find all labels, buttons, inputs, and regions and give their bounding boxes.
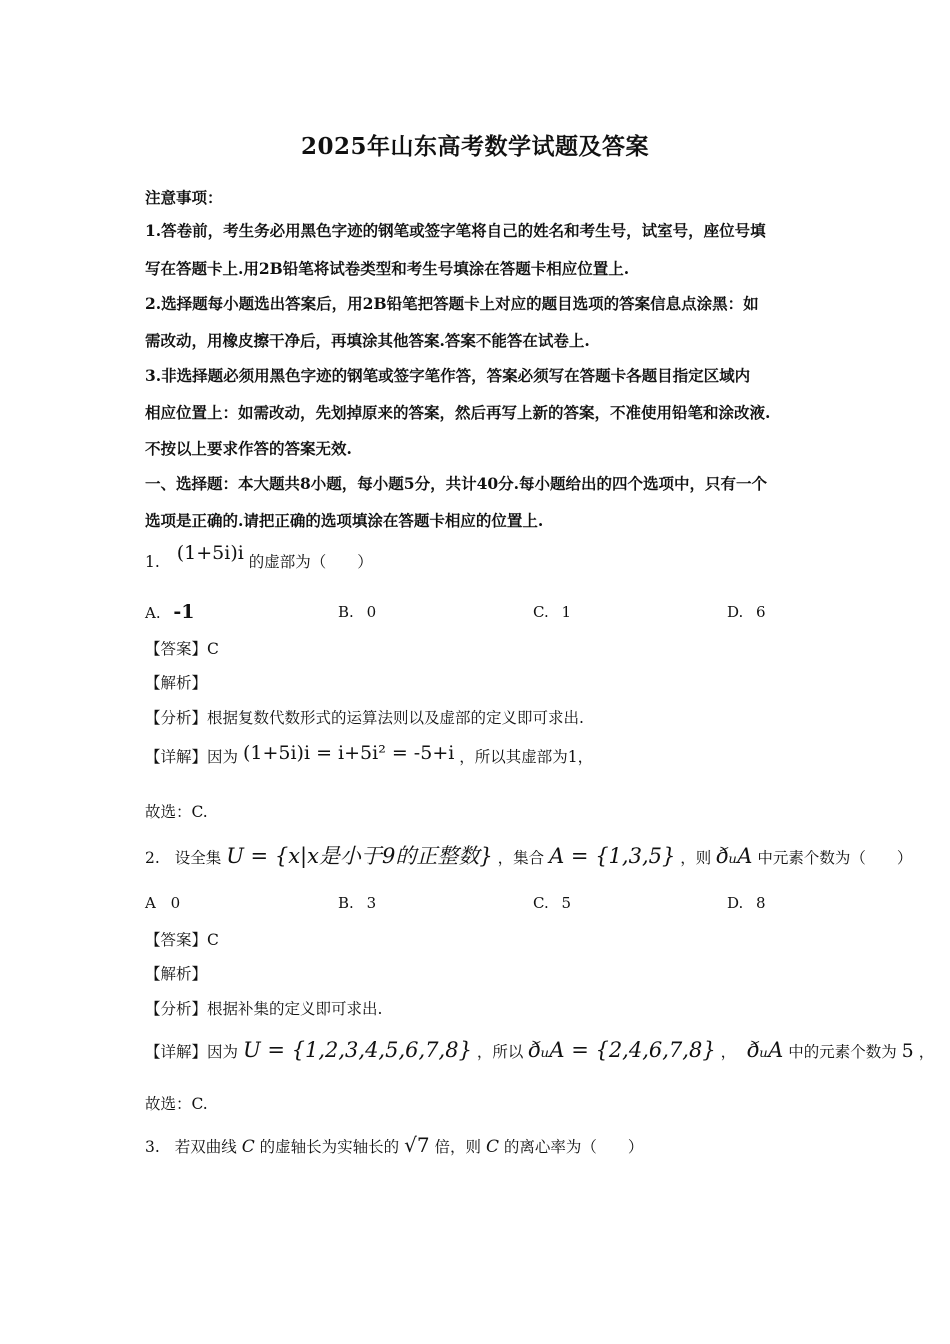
notice-line: 需改动，用橡皮擦干净后，再填涂其他答案.答案不能答在试卷上. [145, 331, 590, 350]
notice-line: 相应位置上：如需改动，先划掉原来的答案，然后再写上新的答案，不准使用铅笔和涂改液. [145, 403, 771, 422]
answer-label: 【答案】C [145, 640, 219, 658]
question-text: 的虚部为（ ） [248, 553, 373, 571]
notice-line: 1.答卷前，考生务必用黑色字迹的钢笔或签字笔将自己的姓名和考生号，试室号，座位号填 [145, 221, 766, 240]
jiexi-label: 【解析】 [145, 965, 208, 983]
question-2: 2. 设全集 U = {x|x是小于9的正整数} ，集合 A = {1,3,5} ，则 ðᵤA 中元素个数为（ ） [145, 844, 913, 868]
question-number: 2. [145, 849, 160, 867]
math-expression: ðᵤA [716, 844, 753, 868]
detail-line: 【详解】因为 (1+5i)i = i+5i² = -5+i ，所以其虚部为1， [145, 742, 594, 766]
page-title: 2025年山东高考数学试题及答案 [300, 133, 649, 160]
notice-line: 写在答题卡上.用2B铅笔将试卷类型和考生号填涂在答题卡相应位置上. [145, 259, 630, 278]
section-line: 一、选择题：本大题共8小题，每小题5分，共计40分.每小题给出的四个选项中，只有一个 [145, 474, 768, 493]
option-b: B. 0 [338, 603, 377, 621]
math-expression: 5 [901, 1040, 914, 1062]
math-expression: U = {x|x是小于9的正整数} [226, 844, 493, 868]
notice-line: 3.非选择题必须用黑色字迹的钢笔或签字笔作答，答案必须写在答题卡各题目指定区域内 [145, 366, 751, 385]
math-expression: A = {1,3,5} [549, 844, 676, 868]
detail-line: 【详解】因为 U = {1,2,3,4,5,6,7,8} ，所以 ðᵤA = {2,4,6,7,8} ， ðᵤA 中的元素个数为 5 ， [145, 1038, 935, 1062]
jiexi-label: 【解析】 [145, 674, 208, 692]
math-expression: C [485, 1137, 499, 1157]
math-expression: C [241, 1137, 255, 1157]
option-d: D. 8 [727, 894, 766, 912]
option-a: A 0 [145, 894, 181, 912]
option-c: C. 1 [533, 603, 572, 621]
option-d: D. 6 [727, 603, 766, 621]
math-expression: (1+5i)i [176, 542, 244, 564]
math-expression: (1+5i)i = i+5i² = -5+i [242, 742, 455, 764]
math-expression: ðᵤA [747, 1038, 784, 1062]
choice-text: 故选：C. [145, 1095, 208, 1113]
math-expression: U = {1,2,3,4,5,6,7,8} [242, 1038, 472, 1062]
question-number: 1. [145, 553, 160, 571]
option-b: B. 3 [338, 894, 377, 912]
option-a: A. -1 [145, 601, 195, 623]
answer-label: 【答案】C [145, 931, 219, 949]
question-1 [145, 542, 373, 572]
analysis-text: 【分析】根据复数代数形式的运算法则以及虚部的定义即可求出. [145, 709, 584, 727]
math-expression: ðᵤA = {2,4,6,7,8} [528, 1038, 716, 1062]
option-c: C. 5 [533, 894, 572, 912]
choice-text: 故选：C. [145, 803, 208, 821]
question-number: 3. [145, 1138, 160, 1156]
question-3: 3. 若双曲线 C 的虚轴长为实轴长的 √7 倍，则 C 的离心率为（ ） [145, 1133, 644, 1157]
notice-line: 不按以上要求作答的答案无效. [145, 439, 352, 458]
sqrt-expression: √7 [404, 1133, 430, 1157]
notice-line: 2.选择题每小题选出答案后，用2B铅笔把答题卡上对应的题目选项的答案信息点涂黑：如 [145, 294, 759, 313]
notice-heading: 注意事项： [145, 188, 223, 207]
analysis-text: 【分析】根据补集的定义即可求出. [145, 1000, 383, 1018]
section-line: 选项是正确的.请把正确的选项填涂在答题卡相应的位置上. [145, 511, 544, 530]
